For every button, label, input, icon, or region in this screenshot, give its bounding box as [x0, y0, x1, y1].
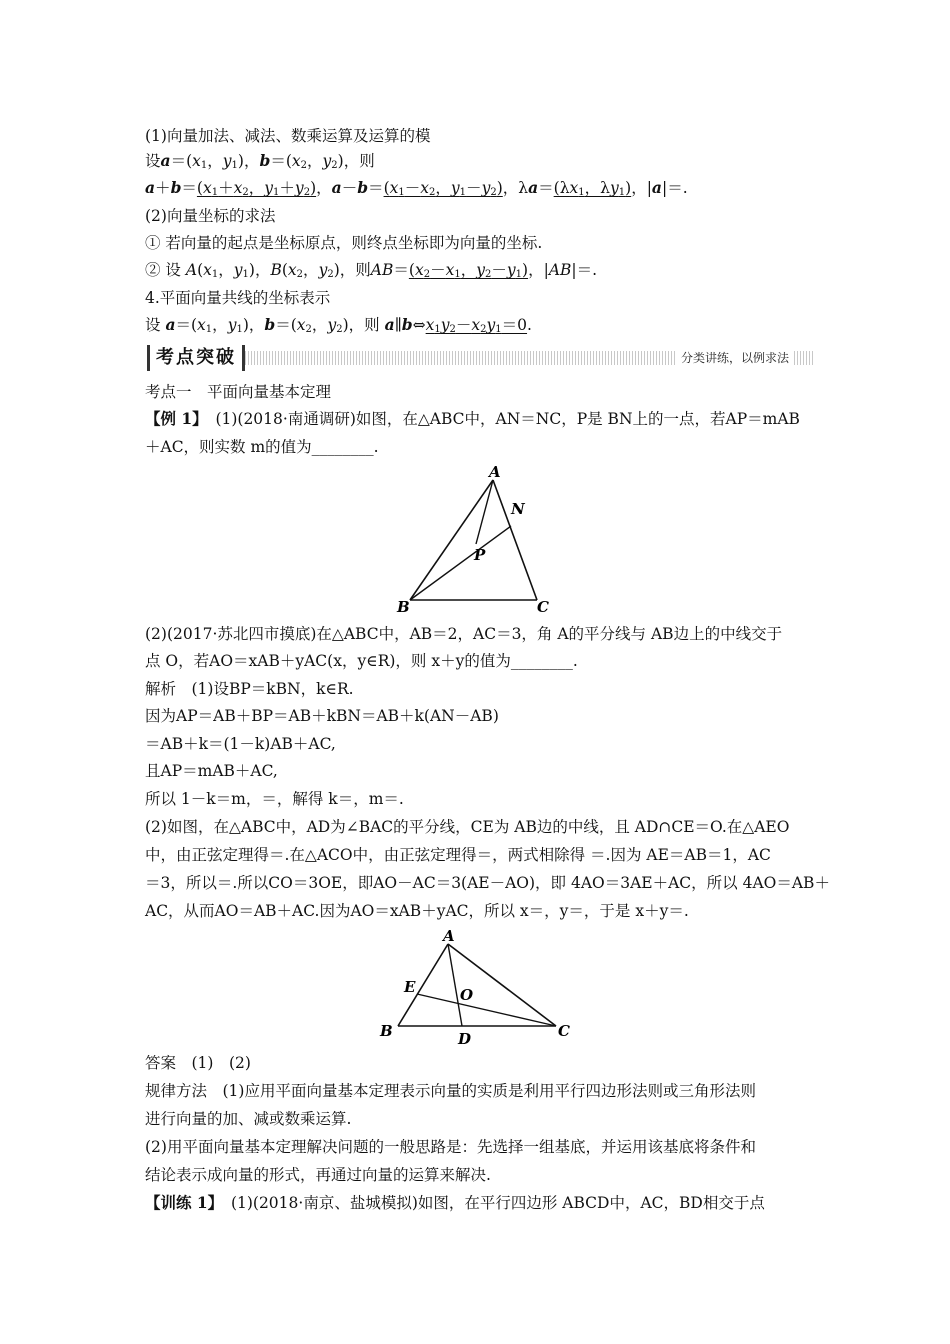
- label-b: B: [380, 1022, 393, 1040]
- label-e: E: [404, 978, 416, 996]
- edge-ab: [410, 480, 493, 600]
- segment-ad: [448, 944, 462, 1026]
- subheading-vector-operations: (1)向量加法、减法、数乘运算及运算的模: [145, 127, 431, 145]
- method-line2: 进行向量的加、减或数乘运算.: [145, 1110, 352, 1128]
- example1-line2: ＋AC，则实数 m的值为________.: [145, 438, 379, 456]
- triangle-figure-1: [380, 460, 580, 615]
- training1-line: 【训练 1】 (1)(2018·南京、盐城模拟)如图，在平行四边形 ABCD中，AC，BD相交于点: [145, 1193, 765, 1212]
- label-n: N: [511, 500, 525, 518]
- label-c: C: [537, 598, 549, 615]
- method-line4: 结论表示成向量的形式，再通过向量的运算来解决.: [145, 1166, 491, 1184]
- solution-line8: ＝3，所以＝.所以CO＝3OE，即AO－AC＝3(AE－AO)，即 4AO＝3AE＋AC，所以 4AO＝AB＋: [145, 874, 830, 892]
- label-p: P: [474, 546, 486, 564]
- banner-tag: 分类讲练，以例求法: [677, 349, 793, 367]
- method-line3: (2)用平面向量基本定理解决问题的一般思路是：先选择一组基底，并运用该基底将条件和: [145, 1138, 756, 1156]
- triangle-figure-2: [370, 926, 580, 1048]
- solution-line9: AC，从而AO＝AB＋AC.因为AO＝xAB＋yAC，所以 x＝，y＝，于是 x＋y＝.: [145, 902, 689, 920]
- label-a: A: [489, 463, 501, 481]
- segment-ap: [476, 480, 493, 544]
- training1-label: 【训练 1】: [145, 1193, 216, 1212]
- solution-line3: ＝AB＋k＝(1－k)AB＋AC,: [145, 735, 336, 753]
- answer-line: 答案 (1) (2): [145, 1054, 251, 1072]
- formula-define-vectors: 设$a=(x_1$，$y_1$)，$b=(x_2$，$y_2$)，则: [145, 151, 375, 171]
- method-line1: 规律方法 (1)应用平面向量基本定理表示向量的实质是利用平行四边形法则或三角形法则: [145, 1082, 756, 1100]
- label-a: A: [443, 927, 455, 945]
- solution-line2: 因为AP＝AB＋BP＝AB＋kBN＝AB＋k(AN－AB): [145, 707, 499, 725]
- solution-line7: 中，由正弦定理得＝.在△ACO中，由正弦定理得＝，两式相除得 ＝.因为 AE＝AB＝1，AC: [145, 846, 771, 864]
- subheading-coordinate-method: (2)向量坐标的求法: [145, 207, 276, 225]
- label-d: D: [458, 1030, 472, 1048]
- rule-origin-start: ① 若向量的起点是坐标原点，则终点坐标即为向量的坐标.: [145, 234, 543, 252]
- formula-vector-operations: $a+b=(x_1+x_2$，$y_1+y_2$)，$a-b=(x_1-x_2$，$y_1-y_2$)，$\lambda a=(\lambda x_1$，$\lambda y_1$)，|a|＝.: [145, 178, 688, 198]
- banner-title: 考点突破: [147, 345, 245, 371]
- label-o: O: [460, 986, 474, 1004]
- solution-line4: 且AP＝mAB＋AC,: [145, 762, 278, 780]
- formula-collinear: 设 $a=(x_1$，$y_1$)，$b=(x_2$，$y_2$)，则 $a\parallel b\Leftrightarrow x_1y_2-x_2y_1=0$.: [145, 315, 532, 335]
- subheading-collinear: 4.平面向量共线的坐标表示: [145, 289, 331, 307]
- solution-line6: (2)如图，在△ABC中，AD为∠BAC的平分线，CE为 AB边的中线，且 AD∩CE＝O.在△AEO: [145, 818, 790, 836]
- label-c: C: [558, 1022, 570, 1040]
- section-heading: 考点一 平面向量基本定理: [145, 383, 332, 401]
- example1-part2-line1: (2)(2017·苏北四市摸底)在△ABC中，AB＝2，AC＝3，角 A的平分线与 AB边上的中线交于: [145, 625, 783, 643]
- example1-line1: 【例 1】 (1)(2018·南通调研)如图，在△ABC中，AN＝NC，P是 BN上的一点，若AP＝mAB: [145, 409, 800, 428]
- edge-ac: [493, 480, 537, 600]
- section-banner: [145, 343, 815, 373]
- example1-label: 【例 1】: [145, 409, 200, 428]
- rule-two-points: ② 设 $A(x_1$，$y_1$)，$B(x_2$，$y_2$)，则$AB=(x_2-x_1$，$y_2-y_1$)，|AB|＝.: [145, 261, 598, 280]
- example1-part2-line2: 点 O，若AO＝xAB＋yAC(x，y∈R)，则 x＋y的值为________.: [145, 652, 578, 670]
- label-b: B: [397, 598, 410, 615]
- solution-line1: 解析 (1)设BP＝kBN，k∈R.: [145, 680, 354, 698]
- segment-bn: [410, 526, 511, 600]
- solution-line5: 所以 1－k＝m，＝，解得 k＝，m＝.: [145, 790, 404, 808]
